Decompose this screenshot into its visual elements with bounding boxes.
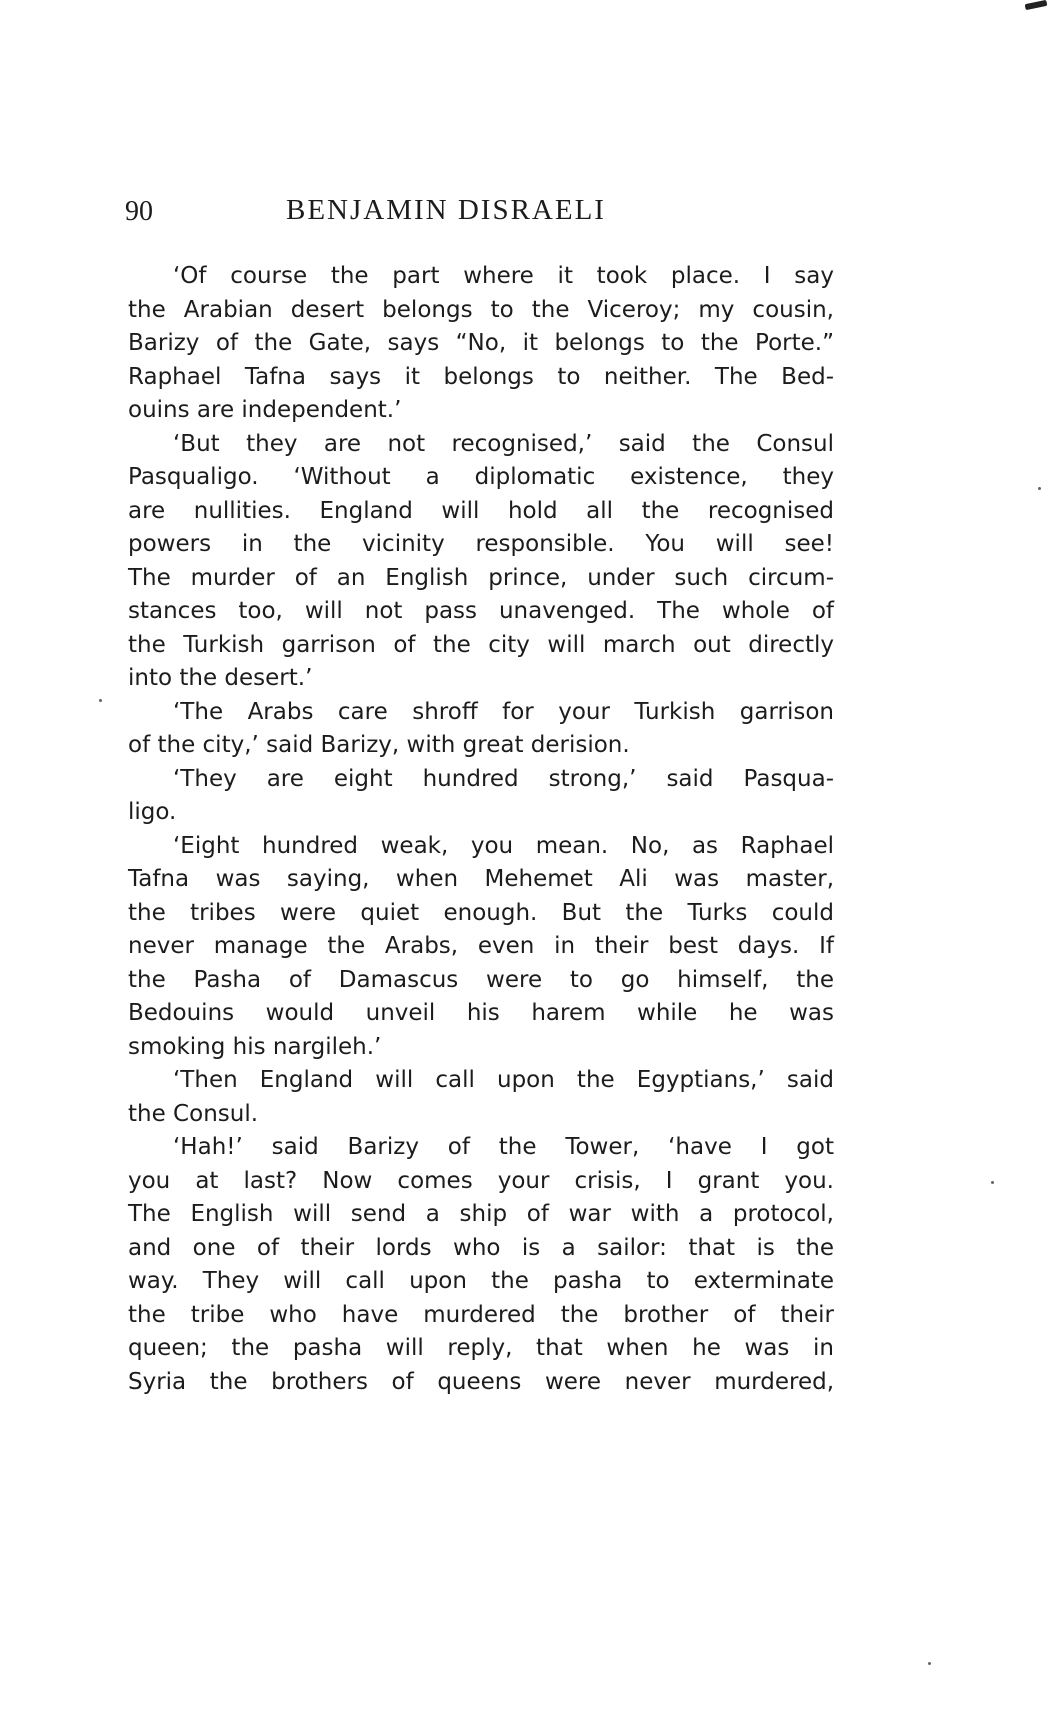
text-line: stances too, will not pass unavenged. The whole of [128, 598, 834, 624]
text-line: Raphael Tafna says it belongs to neither. The Bed- [128, 363, 834, 390]
text-line: ‘Hah!’ said Barizy of the Tower, ‘have I got [173, 1134, 834, 1160]
text-line: ‘They are eight hundred strong,’ said Pasqua- [173, 765, 834, 792]
text-line: ‘Eight hundred weak, you mean. No, as Raphael [173, 832, 834, 859]
book-title: BENJAMIN DISRAELI [286, 194, 606, 226]
scan-speck [928, 1662, 931, 1665]
text-line: you at last? Now comes your crisis, I grant you. [128, 1167, 834, 1194]
text-line: ouins are independent.’ [128, 397, 402, 423]
text-line: Pasqualigo. ‘Without a diplomatic existence, they [128, 464, 834, 490]
scan-speck [991, 1181, 994, 1184]
text-line: ligo. [128, 799, 177, 825]
page-number: 90 [125, 196, 153, 227]
text-line: Bedouins would unveil his harem while he was [128, 1000, 834, 1026]
text-line: the Turkish garrison of the city will march out directly [128, 631, 834, 658]
text-line: Tafna was saying, when Mehemet Ali was master, [128, 866, 834, 892]
text-line: Barizy of the Gate, says “No, it belongs to the Porte.” [128, 330, 834, 356]
text-line: ‘Then England will call upon the Egyptians,’ said [173, 1067, 834, 1093]
text-line: The English will send a ship of war with a protocol, [128, 1201, 834, 1227]
text-line: smoking his nargileh.’ [128, 1033, 382, 1060]
text-line: ‘Of course the part where it took place. I say [173, 263, 834, 289]
text-line: are nullities. England will hold all the recognised [128, 497, 834, 524]
text-line: ‘But they are not recognised,’ said the Consul [173, 430, 834, 457]
text-line: The murder of an English prince, under such circum- [128, 564, 834, 591]
text-line: ‘The Arabs care shroff for your Turkish garrison [173, 698, 834, 725]
text-line: of the city,’ said Barizy, with great derision. [128, 732, 630, 758]
text-line: never manage the Arabs, even in their best days. If [128, 933, 834, 959]
text-line: into the desert.’ [128, 665, 313, 691]
text-line: and one of their lords who is a sailor: that is the [128, 1234, 834, 1261]
scan-speck [99, 699, 102, 702]
text-line: the Arabian desert belongs to the Viceroy; my cousin, [128, 296, 834, 323]
ink-mark [1025, 0, 1048, 10]
text-line: the tribe who have murdered the brother of their [128, 1301, 834, 1328]
text-line: Syria the brothers of queens were never murdered, [128, 1368, 834, 1395]
text-line: the tribes were quiet enough. But the Turks could [128, 899, 834, 926]
text-line: the Pasha of Damascus were to go himself, the [128, 966, 834, 993]
scan-speck [1038, 487, 1041, 490]
body-text [128, 260, 834, 1399]
text-line: powers in the vicinity responsible. You will see! [128, 531, 834, 557]
text-line: way. They will call upon the pasha to exterminate [128, 1268, 834, 1294]
running-head [123, 194, 843, 234]
text-line: queen; the pasha will reply, that when he was in [128, 1335, 834, 1361]
text-line: the Consul. [128, 1100, 259, 1127]
